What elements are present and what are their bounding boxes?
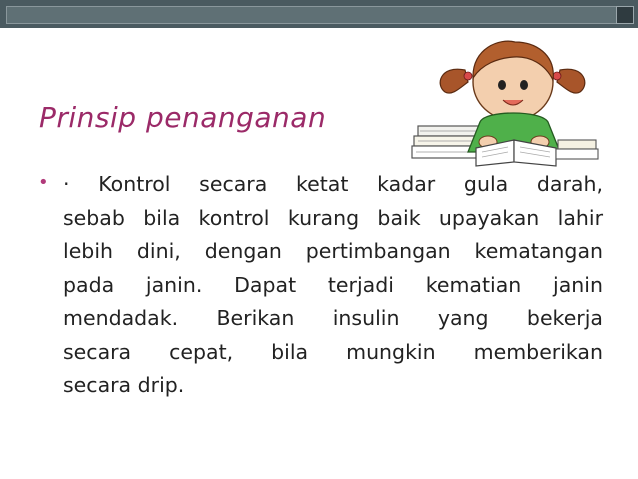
paragraph-line: lebih dini, dengan pertimbangan kematangan — [63, 239, 603, 263]
top-band-inner — [6, 6, 622, 24]
paragraph-line: pada janin. Dapat terjadi kematian janin — [63, 272, 603, 297]
girl-reading-books-icon — [410, 30, 600, 170]
bullet-paragraph — [63, 168, 603, 403]
corner-square — [616, 6, 634, 24]
paragraph-line: sebab bila kontrol kurang baik upayakan lahir — [63, 205, 603, 230]
paragraph-line: secara cepat, bila mungkin memberikan — [63, 339, 603, 364]
top-decorative-band — [0, 0, 638, 28]
paragraph-line: mendadak. Berikan insulin yang bekerja — [63, 306, 603, 330]
slide-title: Prinsip penanganan — [39, 101, 327, 134]
bullet-marker: • — [38, 172, 49, 193]
paragraph-line: · Kontrol secara ketat kadar gula darah, — [63, 172, 603, 196]
paragraph-line: secara drip. — [63, 373, 185, 397]
